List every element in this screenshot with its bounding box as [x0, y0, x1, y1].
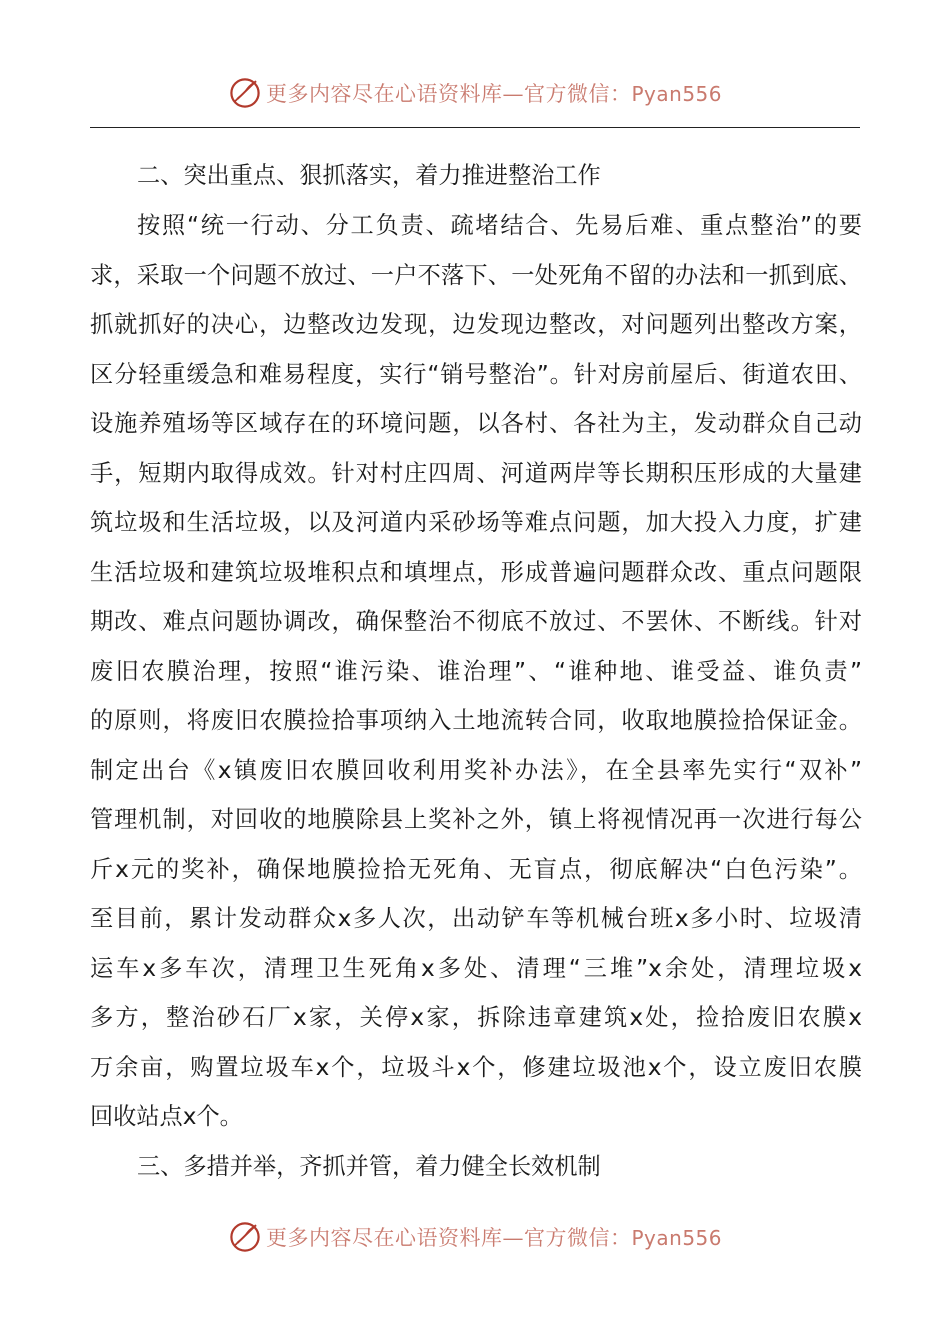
banner-text: 更多内容尽在心语资料库—官方微信：Pyan556 — [265, 82, 722, 106]
paragraph-line: 的原则，将废旧农膜捡拾事项纳入土地流转合同，收取地膜捡拾保证金。 — [90, 707, 862, 734]
paragraph-line: 多方，整治砂石厂x家，关停x家，拆除违章建筑x处，捡拾废旧农膜x — [90, 1004, 862, 1031]
paragraph-line: 求，采取一个问题不放过、一户不落下、一处死角不留的办法和一抓到底、 — [90, 261, 862, 289]
paragraph-line: 期改、难点问题协调改，确保整治不彻底不放过、不罢休、不断线。针对 — [90, 608, 862, 635]
paragraph-line: 抓就抓好的决心，边整改边发现，边发现边整改，对问题列出整改方案， — [90, 311, 862, 338]
paragraph-line: 生活垃圾和建筑垃圾堆积点和填埋点，形成普遍问题群众改、重点问题限 — [90, 558, 862, 586]
footer-banner — [0, 1215, 950, 1259]
paragraph-line: 制定出台《x镇废旧农膜回收利用奖补办法》，在全县率先实行“双补” — [90, 756, 862, 784]
paragraph-line: 运车x多车次，清理卫生死角x多处、清理“三堆”x余处，清理垃圾x — [90, 954, 862, 982]
section-heading-3: 三、多措并举，齐抓并管，着力健全长效机制 — [137, 1152, 601, 1180]
section-heading-2: 二、突出重点、狠抓落实，着力推进整治工作 — [137, 162, 601, 189]
document-body — [90, 151, 862, 1192]
header-banner — [0, 71, 950, 115]
paragraph-line: 设施养殖场等区域存在的环境问题，以各村、各社为主，发动群众自己动 — [90, 410, 862, 437]
paragraph-line: 回收站点x个。 — [90, 1103, 243, 1130]
paragraph-line: 区分轻重缓急和难易程度，实行“销号整治”。针对房前屋后、街道农田、 — [90, 360, 862, 388]
paragraph-line: 按照“统一行动、分工负责、疏堵结合、先易后难、重点整治”的要 — [137, 212, 862, 239]
paragraph-line: 管理机制，对回收的地膜除县上奖补之外，镇上将视情况再一次进行每公 — [90, 806, 862, 833]
paragraph-line: 废旧农膜治理，按照“谁污染、谁治理”、“谁种地、谁受益、谁负责” — [90, 657, 862, 685]
quill-logo-icon — [228, 76, 262, 110]
paragraph-line: 至目前，累计发动群众x多人次，出动铲车等机械台班x多小时、垃圾清 — [90, 905, 862, 932]
quill-logo-icon — [228, 1220, 262, 1254]
paragraph-line: 筑垃圾和生活垃圾，以及河道内采砂场等难点问题，加大投入力度，扩建 — [90, 509, 862, 536]
paragraph-line: 万余亩，购置垃圾车x个，垃圾斗x个，修建垃圾池x个，设立废旧农膜 — [90, 1053, 862, 1081]
paragraph-line: 手，短期内取得成效。针对村庄四周、河道两岸等长期积压形成的大量建 — [90, 459, 862, 487]
paragraph-line: 斤x元的奖补，确保地膜捡拾无死角、无盲点，彻底解决“白色污染”。 — [90, 855, 862, 883]
banner-text: 更多内容尽在心语资料库—官方微信：Pyan556 — [265, 1226, 722, 1250]
header-divider — [90, 127, 860, 128]
